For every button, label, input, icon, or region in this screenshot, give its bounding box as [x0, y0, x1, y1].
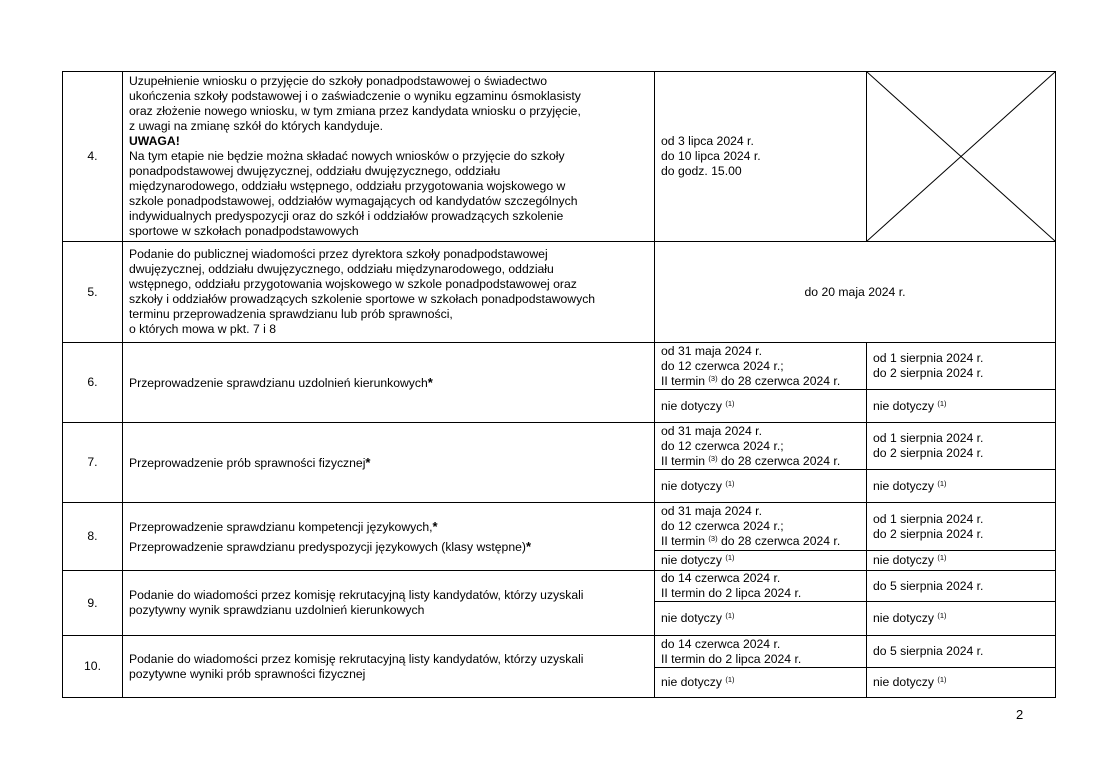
row-number: 10.: [63, 636, 123, 698]
not-applicable: nie dotyczy $^{(1)}$: [655, 551, 867, 571]
row-description: Uzupełnienie wniosku o przyjęcie do szkoły ponadpodstawowej o świadectwo ukończenia szkoły podstawowej i o zaświadczenie o wyniku egzaminu ósmoklasisty oraz złożenie nowego wniosku, w tym zmiana przez kandydata wniosku o przyjęcie, z uwagi na zmianę szkół do których kandyduje. UWAGA! Na tym etapie nie będzie można składać nowych wniosków o przyjęcie do szkoły ponadpodstawowej dwujęzycznej, oddziału dwujęzycznego, oddziału międzynarodowego, oddziału wstępnego, oddziału przygotowania wojskowego w szkole ponadpodstawowej, oddziałów wymagających od kandydatów szczególnych indywidualnych predyspozycji oraz do szkół i oddziałów prowadzących szkolenie sportowe w szkołach ponadpodstawowych: [123, 72, 655, 242]
recruitment-schedule-table: [62, 71, 1056, 698]
table-row: [63, 423, 1056, 470]
row-description: Podanie do publicznej wiadomości przez dyrektora szkoły ponadpodstawowej dwujęzycznej, oddziału dwujęzycznego, oddziału międzynarodowego, oddziału wstępnego, oddziału przygotowania wojskowego w szkole ponadpodstawowej oraz szkoły i oddziałów prowadzących szkolenie sportowe w szkołach ponadpodstawowych terminu przeprowadzenia sprawdzianu lub prób sprawności, o których mowa w pkt. 7 i 8: [123, 242, 655, 343]
first-stage-date: od 31 maja 2024 r. do 12 czerwca 2024 r.; II termin $^{(3)}$ do 28 czerwca 2024 r.: [655, 343, 867, 390]
row-description: Przeprowadzenie sprawdzianu kompetencji językowych,* Przeprowadzenie sprawdzianu predyspozycji językowych (klasy wstępne)*: [123, 503, 655, 571]
table-row: [63, 242, 1056, 343]
first-stage-date: do 14 czerwca 2024 r. II termin do 2 lipca 2024 r.: [655, 636, 867, 668]
not-applicable: nie dotyczy $^{(1)}$: [867, 470, 1056, 503]
row-description: Przeprowadzenie sprawdzianu uzdolnień kierunkowych*: [123, 343, 655, 423]
not-applicable: nie dotyczy $^{(1)}$: [655, 390, 867, 423]
table-row: [63, 343, 1056, 390]
row-description: Podanie do wiadomości przez komisję rekrutacyjną listy kandydatów, którzy uzyskali pozytywny wynik sprawdzianu uzdolnień kierunkowych: [123, 571, 655, 636]
row-number: 9.: [63, 571, 123, 636]
not-applicable: nie dotyczy $^{(1)}$: [867, 668, 1056, 698]
table-row: [63, 636, 1056, 668]
row-number: 7.: [63, 423, 123, 503]
row-description: Przeprowadzenie prób sprawności fizycznej*: [123, 423, 655, 503]
crossed-out-cell: [867, 72, 1056, 242]
second-stage-date: od 1 sierpnia 2024 r. do 2 sierpnia 2024 r.: [867, 343, 1056, 390]
table-row: [63, 503, 1056, 551]
not-applicable: nie dotyczy $^{(1)}$: [655, 470, 867, 503]
row-number: 8.: [63, 503, 123, 571]
first-stage-date: od 31 maja 2024 r. do 12 czerwca 2024 r.; II termin $^{(3)}$ do 28 czerwca 2024 r.: [655, 423, 867, 470]
first-stage-date: od 3 lipca 2024 r. do 10 lipca 2024 r. do godz. 15.00: [655, 72, 867, 242]
second-stage-date: do 5 sierpnia 2024 r.: [867, 571, 1056, 602]
warning-label: UWAGA!: [129, 134, 180, 148]
not-applicable: nie dotyczy $^{(1)}$: [867, 551, 1056, 571]
combined-date: do 20 maja 2024 r.: [655, 242, 1056, 343]
second-stage-date: od 1 sierpnia 2024 r. do 2 sierpnia 2024 r.: [867, 503, 1056, 551]
first-stage-date: do 14 czerwca 2024 r. II termin do 2 lipca 2024 r.: [655, 571, 867, 602]
table-row: [63, 571, 1056, 602]
not-applicable: nie dotyczy $^{(1)}$: [655, 602, 867, 636]
second-stage-date: do 5 sierpnia 2024 r.: [867, 636, 1056, 668]
not-applicable: nie dotyczy $^{(1)}$: [867, 602, 1056, 636]
cross-mark-icon: [867, 72, 1055, 241]
row-number: 4.: [63, 72, 123, 242]
table-row: [63, 72, 1056, 242]
not-applicable: nie dotyczy $^{(1)}$: [655, 668, 867, 698]
row-number: 6.: [63, 343, 123, 423]
not-applicable: nie dotyczy $^{(1)}$: [867, 390, 1056, 423]
row-description: Podanie do wiadomości przez komisję rekrutacyjną listy kandydatów, którzy uzyskali pozytywne wyniki prób sprawności fizycznej: [123, 636, 655, 698]
first-stage-date: od 31 maja 2024 r. do 12 czerwca 2024 r.; II termin $^{(3)}$ do 28 czerwca 2024 r.: [655, 503, 867, 551]
page-number: 2: [1016, 707, 1024, 722]
second-stage-date: od 1 sierpnia 2024 r. do 2 sierpnia 2024 r.: [867, 423, 1056, 470]
row-number: 5.: [63, 242, 123, 343]
